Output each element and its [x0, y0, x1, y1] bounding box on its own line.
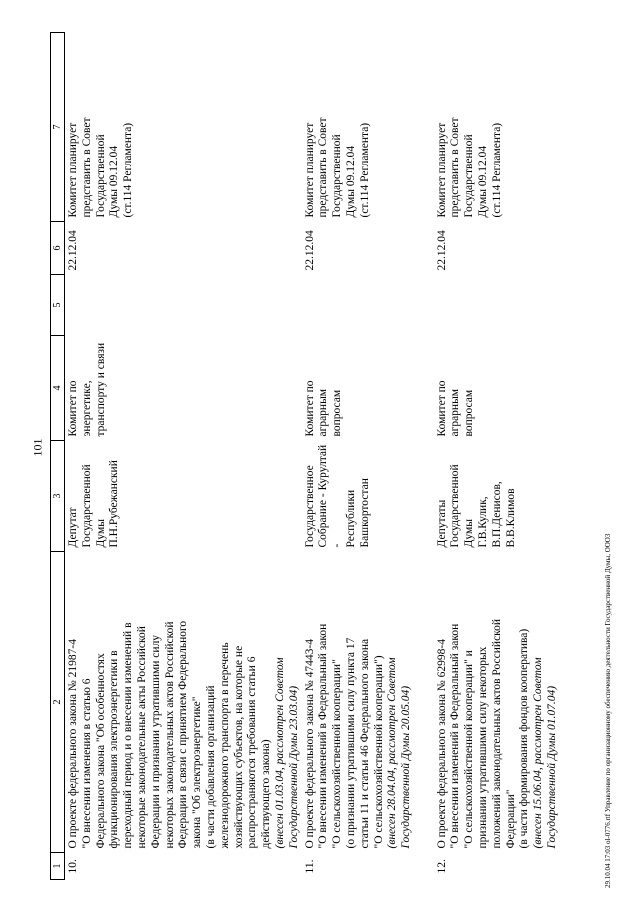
- table-row: [302, 33, 434, 880]
- bill-description: [434, 552, 566, 853]
- committee-line: Комитет по: [67, 380, 79, 437]
- bill-text-line: "О внесении изменения в статью 6: [80, 678, 93, 849]
- date-cell: 22.12.04: [67, 230, 79, 271]
- author-line: Республики: [344, 489, 357, 548]
- note-line: Думы 09.12.04: [344, 145, 357, 218]
- note-line: Думы 09.12.04: [476, 145, 489, 218]
- note-line: Комитет планирует: [303, 122, 316, 218]
- note-line: представить в Совет: [80, 117, 93, 218]
- bill-text-line: железнодорожного транспорта в перечень: [218, 642, 231, 849]
- note-line: Государственной: [463, 134, 476, 218]
- bills-table: [50, 32, 566, 880]
- bill-text-line: Федерального закона "Об особенностях: [94, 653, 107, 849]
- bill-text-line: некоторые законодательные акты Российской: [135, 626, 148, 849]
- note-line: Комитет планирует: [67, 122, 79, 218]
- column-header-7: 7: [51, 33, 65, 222]
- bill-text-line: действующего закона): [260, 739, 273, 849]
- bill-submission-info: Государственной Думы 23.03.04): [287, 685, 300, 849]
- bill-submission-info: Государственной Думы 20.05.04): [400, 685, 413, 849]
- column-header-6: 6: [51, 222, 65, 275]
- note-line: Комитет планирует: [435, 122, 448, 218]
- bill-text-line: положений законодательных актов Российской: [490, 618, 503, 849]
- bill-description: [302, 552, 434, 853]
- bill-text-line: Федерации": [504, 789, 517, 849]
- bill-author: [434, 441, 566, 552]
- bill-submission-info: (внесен 28.04.04, рассмотрен Советом: [386, 657, 399, 849]
- note-line: представить в Совет: [449, 117, 462, 218]
- author-line: Г.В.Кулик,: [476, 496, 489, 548]
- author-line: Государственной: [449, 464, 462, 548]
- column-5-cell: [434, 275, 566, 336]
- bill-text-line: "О сельскохозяйственной кооперации": [331, 659, 344, 849]
- column-5-cell: [65, 275, 302, 336]
- note-cell: [434, 33, 566, 222]
- bill-text-line: функционирования электроэнергетики в: [108, 650, 121, 849]
- date-cell: 22.12.04: [303, 230, 316, 271]
- note-line: (ст.114 Регламента): [358, 122, 371, 218]
- table-row: [65, 33, 302, 880]
- date-cell: 22.12.04: [435, 230, 448, 271]
- committee-line: аграрным: [317, 388, 330, 437]
- column-header-5: 5: [51, 275, 65, 336]
- author-line: Башкортостан: [358, 478, 371, 548]
- bill-author: [65, 441, 302, 552]
- author-line: Думы: [463, 519, 476, 548]
- responsible-committee: [434, 336, 566, 441]
- bill-submission-info: (внесен 15.06.04, рассмотрен Советом: [532, 657, 545, 849]
- bill-text-line: "О внесении изменений в Федеральный закон: [449, 623, 462, 849]
- responsible-committee: [302, 336, 434, 441]
- column-header-2: 2: [51, 552, 65, 853]
- bill-submission-info: Государственной Думы 01.07.04): [545, 685, 558, 849]
- bill-text-line: переходный период и о внесении изменений в: [122, 622, 135, 849]
- author-line: Думы: [94, 519, 107, 548]
- bill-text-line: Федерации и признании утратившими силу: [149, 634, 162, 849]
- footer-text: 29.10.04 17:03 ol-0776.rtf Управление по организационному обеспечению деятельности Государственной Думы, ООО3: [604, 533, 612, 888]
- note-line: Государственной: [331, 134, 344, 218]
- committee-line: Комитет по: [303, 380, 316, 437]
- note-line: представить в Совет: [317, 117, 330, 218]
- bill-text-line: распространяются требования статьи 6: [246, 656, 259, 849]
- responsible-committee: [65, 336, 302, 441]
- author-line: Государственное: [303, 465, 316, 548]
- bill-text-line: "О внесении изменений в Федеральный закон: [317, 623, 330, 849]
- author-line: Государственной: [80, 464, 93, 548]
- author-line: Собрание - Курултай -: [317, 444, 344, 548]
- author-line: Депутат: [67, 507, 79, 548]
- row-number: 10.: [67, 859, 79, 874]
- committee-line: вопросам: [331, 389, 344, 437]
- author-line: П.Н.Рубежанский: [108, 460, 121, 548]
- column-header-3: 3: [51, 441, 65, 552]
- note-cell: [302, 33, 434, 222]
- bill-text-line: О проекте федерального закона № 21987-4: [67, 639, 79, 849]
- column-header-4: 4: [51, 336, 65, 441]
- bill-text-line: "О сельскохозяйственной кооперации" и: [463, 650, 476, 849]
- committee-line: Комитет по: [435, 380, 448, 437]
- table-row: [434, 33, 566, 880]
- column-number-row: [51, 33, 65, 880]
- bill-text-line: признании утратившими силу некоторых: [476, 646, 489, 849]
- note-cell: [65, 33, 302, 222]
- bill-text-line: О проекте федерального закона № 62998-4: [435, 639, 448, 849]
- rotated-table-wrapper: [50, 40, 620, 880]
- note-line: Государственной: [94, 134, 107, 218]
- note-line: (ст.114 Регламента): [122, 122, 135, 218]
- bill-text-line: некоторых законодательных актов Российской: [163, 621, 176, 849]
- author-line: Депутаты: [435, 499, 448, 548]
- committee-line: аграрным: [449, 388, 462, 437]
- row-number: 11.: [303, 859, 316, 874]
- bill-text-line: (о признании утратившими силу пункта 17: [344, 637, 357, 849]
- note-line: (ст.114 Регламента): [490, 122, 503, 218]
- committee-line: транспорту и связи: [94, 342, 107, 437]
- author-line: В.В.Климов: [504, 488, 517, 548]
- bill-text-line: Федерации в связи с принятием Федерального: [177, 620, 190, 849]
- column-header-1: 1: [51, 853, 65, 880]
- bill-text-line: (в части добавления организаций: [204, 685, 217, 849]
- bill-text-line: закона "Об электроэнергетике": [191, 696, 204, 849]
- committee-line: вопросам: [463, 389, 476, 437]
- bill-text-line: хозяйствующих субъектов, на которые не: [232, 645, 245, 849]
- bill-text-line: (в части формирования фондов кооператива): [518, 628, 531, 849]
- bill-submission-info: (внесен 01.03.04, рассмотрен Советом: [273, 657, 286, 849]
- bill-text-line: О проекте федерального закона № 47443-4: [303, 639, 316, 849]
- bill-description: [65, 552, 302, 853]
- bill-text-line: "О сельскохозяйственной кооперации"): [372, 655, 385, 849]
- committee-line: энергетике,: [80, 380, 93, 437]
- author-line: В.П.Денисов,: [490, 481, 503, 548]
- note-line: Думы 09.12.04: [108, 145, 121, 218]
- column-5-cell: [302, 275, 434, 336]
- row-number: 12.: [435, 859, 448, 874]
- page-number: 101: [30, 438, 45, 457]
- bill-text-line: статьи 11 и статьи 46 Федерального закона: [358, 638, 371, 849]
- bill-author: [302, 441, 434, 552]
